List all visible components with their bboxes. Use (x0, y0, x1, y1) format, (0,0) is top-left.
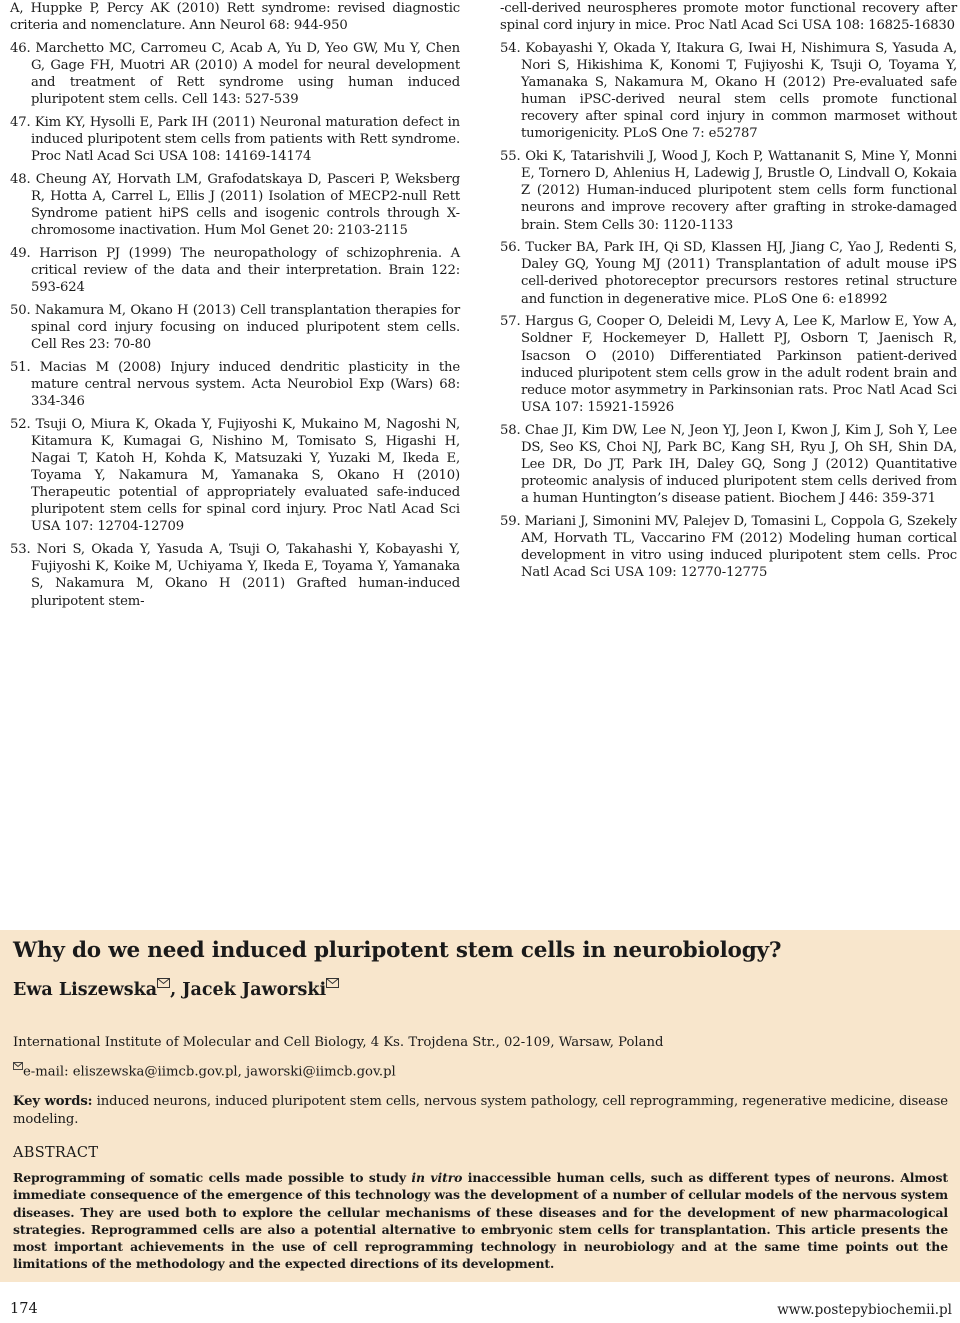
reference-entry: 59. Mariani J, Simonini MV, Palejev D, Tomasini L, Coppola G, Szekely AM, Horvath TL, Vaccarino FM (2012) Modeling human cortical development in vitro using induced pluripotent stem cells. Proc Natl Acad Sci USA 109: 12770-12775 (500, 513, 957, 581)
envelope-icon (13, 1062, 23, 1070)
reference-entry: 49. Harrison PJ (1999) The neuropathology of schizophrenia. A critical review of the data and their interpretation. Brain 122: 593-624 (10, 245, 460, 296)
keywords-label: Key words: (13, 1094, 93, 1109)
reference-column-right (500, 0, 957, 587)
reference-entry: 47. Kim KY, Hysolli E, Park IH (2011) Neuronal maturation defect in induced pluripotent stem cells from patients with Rett syndrome. Proc Natl Acad Sci USA 108: 14169-14174 (10, 114, 460, 165)
reference-entry: 51. Macias M (2008) Injury induced dendritic plasticity in the mature central nervous system. Acta Neurobiol Exp (Wars) 68: 334-346 (10, 359, 460, 410)
article-header-box (0, 930, 960, 1282)
author-separator: , (170, 979, 183, 1000)
reference-entry: A, Huppke P, Percy AK (2010) Rett syndrome: revised diagnostic criteria and nomenclature. Ann Neurol 68: 944-950 (10, 1, 460, 34)
reference-entry: 52. Tsuji O, Miura K, Okada Y, Fujiyoshi K, Mukaino M, Nagoshi N, Kitamura K, Kumagai G, Nishino M, Tomisato S, Higashi H, Nagai T, Katoh H, Kohda K, Matsuzaki Y, Yuzaki M, Ikeda E, Toyama Y, Nakamura M, Yamanaka S, Okano H (2010) Therapeutic potential of appropriately evaluated safe-induced pluripotent stem cells for spinal cord injury. Proc Natl Acad Sci USA 107: 12704-12709 (10, 416, 460, 535)
author-name: Jacek Jaworski (182, 979, 327, 1000)
abstract-text-part: inaccessible human cells, such as different types of neurons. Almost immediate consequence of the emergence of this technology was the development of a number of cellular models of the nervous system diseases. They are used both to explore the cellular mechanisms of these diseases and for the development of new pharmacological strategies. Reprogrammed cells are also a potential alternative to embryonic stem cells for transplantation. This article presents the most important achievements in the use of cell reprogramming technology in neurobiology and at the same time points out the limitations of the methodology and the expected directions of its development. (13, 1170, 949, 1272)
abstract-text-part: Reprogramming of somatic cells made possible to study (13, 1170, 412, 1185)
reference-entry: 58. Chae JI, Kim DW, Lee N, Jeon YJ, Jeon I, Kwon J, Kim J, Soh Y, Lee DS, Seo KS, Choi NJ, Park BC, Kang SH, Ryu J, Oh SH, Shin DA, Lee DR, Do JT, Park IH, Daley GQ, Song J (2012) Quantitative proteomic analysis of induced pluripotent stem cells derived from a human Huntington’s disease patient. Biochem J 446: 359-371 (500, 422, 957, 506)
article-title: Why do we need induced pluripotent stem cells in neurobiology? (13, 938, 782, 963)
affiliation: International Institute of Molecular and Cell Biology, 4 Ks. Trojdena Str., 02-109, Warsaw, Poland (13, 1035, 664, 1050)
page-number: 174 (10, 1301, 38, 1317)
email-line (13, 1062, 396, 1080)
envelope-icon (157, 978, 170, 988)
reference-entry: 46. Marchetto MC, Carromeu C, Acab A, Yu D, Yeo GW, Mu Y, Chen G, Gage FH, Muotri AR (2010) A model for neural development and treatment of Rett syndrome using human induced pluripotent stem cells. Cell 143: 527-539 (10, 40, 460, 108)
reference-entry: 50. Nakamura M, Okano H (2013) Cell transplantation therapies for spinal cord injury focusing on induced pluripotent stem cells. Cell Res 23: 70-80 (10, 302, 460, 353)
reference-entry: -cell-derived neurospheres promote motor functional recovery after spinal cord injury in mice. Proc Natl Acad Sci USA 108: 16825-16830 (500, 1, 957, 34)
abstract-text (13, 1169, 948, 1273)
keywords-text: induced neurons, induced pluripotent stem cells, nervous system pathology, cell reprogramming, regenerative medicine, disease modeling. (13, 1094, 948, 1127)
reference-entry: 54. Kobayashi Y, Okada Y, Itakura G, Iwai H, Nishimura S, Yasuda A, Nori S, Hikishima K, Konomi T, Fujiyoshi K, Tsuji O, Toyama Y, Yamanaka S, Nakamura M, Okano H (2012) Pre-evaluated safe human iPSC-derived neural stem cells promote functional recovery after spinal cord injury in common marmoset without tumorigenicity. PLoS One 7: e52787 (500, 40, 957, 142)
author-list (13, 978, 339, 1001)
keywords (13, 1093, 948, 1129)
reference-entry: 48. Cheung AY, Horvath LM, Grafodatskaya D, Pasceri P, Weksberg R, Hotta A, Carrel L, Ellis J (2011) Isolation of MECP2-null Rett Syndrome patient hiPS cells and isogenic controls through X-chromosome inactivation. Hum Mol Genet 20: 2103-2115 (10, 171, 460, 239)
abstract-text-italic: in vitro (411, 1170, 463, 1185)
reference-entry: 57. Hargus G, Cooper O, Deleidi M, Levy A, Lee K, Marlow E, Yow A, Soldner F, Hockemeyer D, Hallett PJ, Osborn T, Jaenisch R, Isacson O (2010) Differentiated Parkinson patient-derived induced pluripotent stem cells grow in the adult rodent brain and reduce motor asymmetry in Parkinsonian rats. Proc Natl Acad Sci USA 107: 15921-15926 (500, 314, 957, 415)
envelope-icon (326, 978, 339, 988)
reference-entry: 56. Tucker BA, Park IH, Qi SD, Klassen HJ, Jiang C, Yao J, Redenti S, Daley GQ, Young MJ (2011) Transplantation of adult mouse iPS cell-derived photoreceptor precursors restores retinal structure and function in degenerative mice. PLoS One 6: e18992 (500, 240, 957, 307)
journal-website: www.postepybiochemii.pl (777, 1302, 952, 1318)
reference-entry: 55. Oki K, Tatarishvili J, Wood J, Koch P, Wattananit S, Mine Y, Monni E, Tornero D, Ahlenius H, Ladewig J, Brustle O, Lindvall O, Kokaia Z (2012) Human-induced pluripotent stem cells form functional neurons and improve recovery after grafting in stroke-damaged brain. Stem Cells 30: 1120-1133 (500, 149, 957, 233)
reference-column-left (10, 0, 460, 615)
author-name: Ewa Liszewska (13, 979, 158, 1000)
abstract-heading: ABSTRACT (13, 1145, 99, 1161)
reference-entry: 53. Nori S, Okada Y, Yasuda A, Tsuji O, Takahashi Y, Kobayashi Y, Fujiyoshi K, Koike M, Uchiyama Y, Ikeda E, Toyama Y, Yamanaka S, Nakamura M, Okano H (2011) Grafted human-induced pluripotent stem- (10, 542, 460, 609)
author-emails: e-mail: eliszewska@iimcb.gov.pl, jaworski@iimcb.gov.pl (23, 1064, 396, 1080)
